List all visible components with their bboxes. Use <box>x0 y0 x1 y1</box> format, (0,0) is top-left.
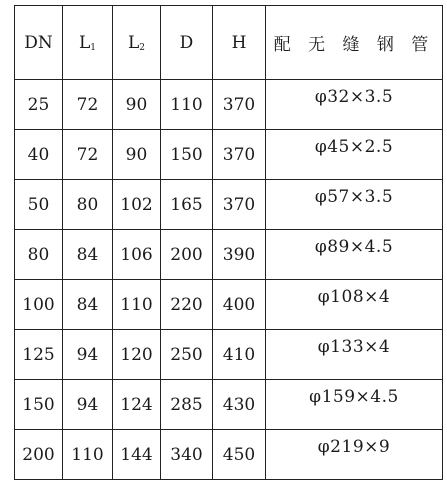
cell-h: 410 <box>213 330 266 380</box>
cell-d: 165 <box>161 180 213 230</box>
cell-h: 370 <box>213 180 266 230</box>
cell-d: 340 <box>161 430 213 480</box>
cell-d: 250 <box>161 330 213 380</box>
cell-l2: 102 <box>113 180 161 230</box>
cell-dn: 80 <box>15 230 63 280</box>
cell-h: 370 <box>213 80 266 130</box>
cell-l2: 90 <box>113 130 161 180</box>
table-row <box>15 380 443 430</box>
cell-l1: 80 <box>63 180 113 230</box>
cell-pipe: φ57×3.5 <box>266 180 443 230</box>
cell-dn: 40 <box>15 130 63 180</box>
cell-l2: 110 <box>113 280 161 330</box>
header-d: D <box>161 6 213 80</box>
table-row <box>15 130 443 180</box>
cell-dn: 150 <box>15 380 63 430</box>
cell-d: 220 <box>161 280 213 330</box>
cell-pipe: φ133×4 <box>266 330 443 380</box>
cell-l2: 106 <box>113 230 161 280</box>
cell-pipe: φ219×9 <box>266 430 443 480</box>
spec-table <box>14 5 443 480</box>
cell-l1: 84 <box>63 280 113 330</box>
cell-l1: 94 <box>63 380 113 430</box>
cell-h: 430 <box>213 380 266 430</box>
header-dn: DN <box>15 6 63 80</box>
cell-l1: 94 <box>63 330 113 380</box>
table-row <box>15 180 443 230</box>
cell-d: 150 <box>161 130 213 180</box>
table-row <box>15 230 443 280</box>
cell-d: 200 <box>161 230 213 280</box>
cell-pipe: φ32×3.5 <box>266 80 443 130</box>
header-l1: $L_1$ <box>63 6 113 80</box>
cell-l1: 84 <box>63 230 113 280</box>
cell-l1: 110 <box>63 430 113 480</box>
cell-l2: 120 <box>113 330 161 380</box>
cell-dn: 25 <box>15 80 63 130</box>
header-h: H <box>213 6 266 80</box>
cell-h: 390 <box>213 230 266 280</box>
cell-dn: 125 <box>15 330 63 380</box>
cell-l1: 72 <box>63 80 113 130</box>
cell-h: 400 <box>213 280 266 330</box>
table-row <box>15 80 443 130</box>
cell-pipe: φ45×2.5 <box>266 130 443 180</box>
cell-dn: 50 <box>15 180 63 230</box>
cell-h: 450 <box>213 430 266 480</box>
cell-l2: 90 <box>113 80 161 130</box>
header-row <box>15 6 443 80</box>
cell-l1: 72 <box>63 130 113 180</box>
cell-d: 285 <box>161 380 213 430</box>
header-seamless-pipe: 配 无 缝 钢 管 <box>266 6 443 80</box>
cell-l2: 144 <box>113 430 161 480</box>
cell-d: 110 <box>161 80 213 130</box>
cell-dn: 100 <box>15 280 63 330</box>
cell-l2: 124 <box>113 380 161 430</box>
table-row <box>15 280 443 330</box>
cell-pipe: φ159×4.5 <box>266 380 443 430</box>
header-l2: $L_2$ <box>113 6 161 80</box>
cell-pipe: φ108×4 <box>266 280 443 330</box>
table-row <box>15 330 443 380</box>
cell-h: 370 <box>213 130 266 180</box>
table-row <box>15 430 443 480</box>
cell-dn: 200 <box>15 430 63 480</box>
cell-pipe: φ89×4.5 <box>266 230 443 280</box>
